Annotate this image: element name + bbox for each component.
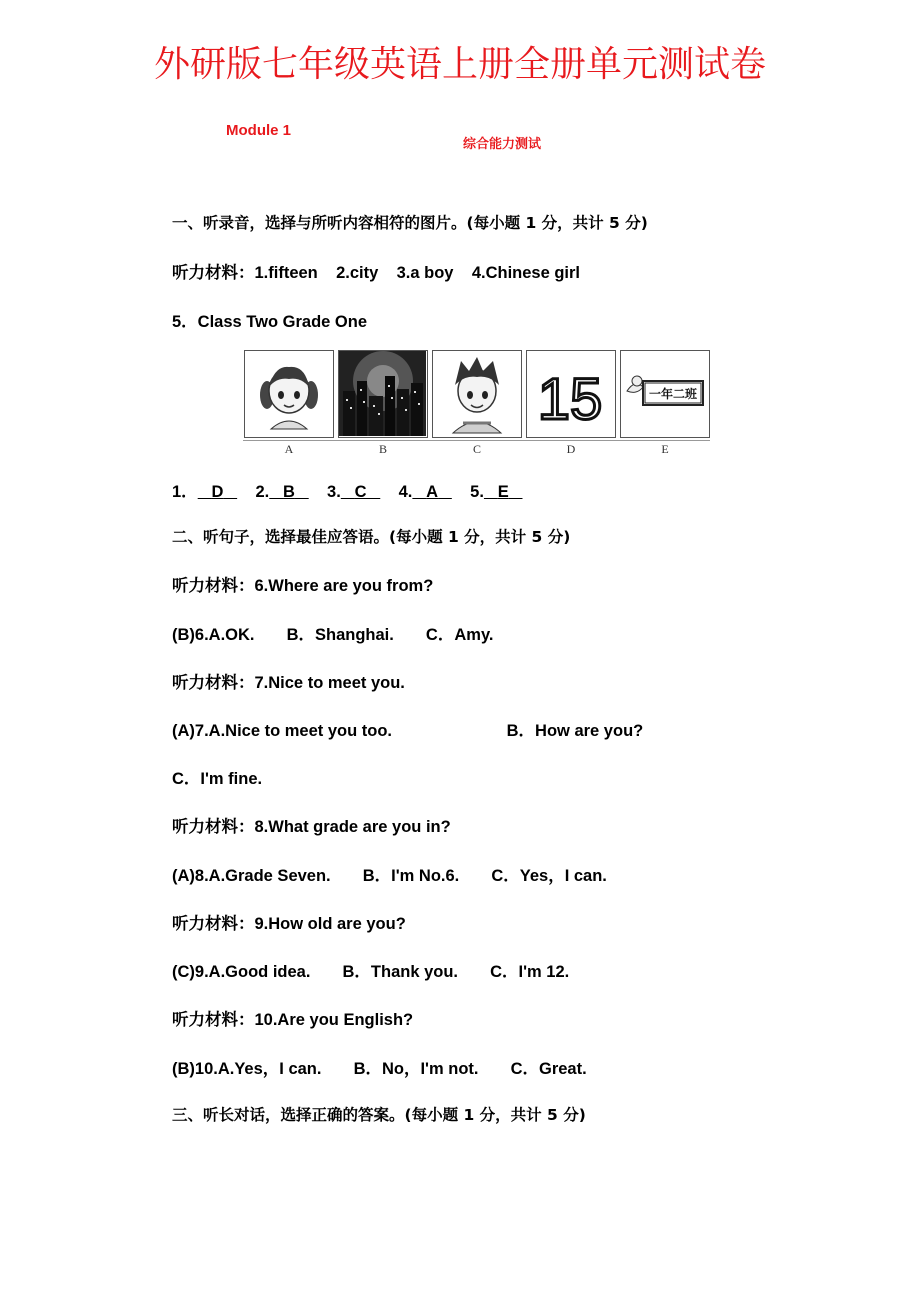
- section2-line-9: (C)9.A.Good idea. B．Thank you. C．I'm 12.: [172, 963, 570, 981]
- answer-4-blank: A: [426, 483, 439, 501]
- picture-d-number-text: 15: [537, 367, 603, 432]
- picture-baseline: [243, 440, 710, 441]
- answer-3-number: 3.: [327, 483, 341, 501]
- answer-3-blank: C: [354, 483, 367, 501]
- section2-line-3: 听力材料：7.Nice to meet you.: [172, 674, 405, 692]
- answer-4-number: 4.: [398, 483, 413, 501]
- picture-label-b: B: [378, 442, 387, 456]
- section2-heading: 二、听句子，选择最佳应答语。(每小题 1 分，共计 5 分): [172, 528, 571, 546]
- picture-e-class-sign: [620, 350, 710, 438]
- document-title: 外研版七年级英语上册全册单元测试卷: [153, 44, 766, 85]
- picture-b-city: [338, 350, 428, 438]
- section2-line-10: 听力材料：10.Are you English?: [172, 1011, 414, 1029]
- answer-5-blank: E: [497, 483, 509, 501]
- picture-options: [243, 350, 710, 456]
- picture-d-number: [526, 350, 616, 438]
- answer-5-number: 5.: [470, 483, 484, 501]
- section2-line-11: (B)10.A.Yes，I can. B．No，I'm not. C．Great.: [172, 1060, 587, 1078]
- section2-line-1: 听力材料：6.Where are you from?: [172, 577, 434, 595]
- section2-line-4: (A)7.A.Nice to meet you too. B．How are you?: [172, 722, 644, 740]
- section1-heading: 一、听录音，选择与所听内容相符的图片。(每小题 1 分，共计 5 分): [172, 214, 648, 232]
- section2-line-2: (B)6.A.OK. B．Shanghai. C．Amy.: [172, 626, 494, 644]
- picture-label-c: C: [472, 442, 481, 456]
- test-subtitle: 综合能力测试: [463, 137, 542, 152]
- picture-label-d: D: [566, 442, 576, 456]
- section2-line-6: 听力材料：8.What grade are you in?: [172, 818, 451, 836]
- section2-line-8: 听力材料：9.How old are you?: [172, 915, 406, 933]
- picture-a-girl: [244, 350, 334, 438]
- module-label: Module 1: [226, 122, 292, 139]
- section3-heading: 三、听长对话，选择正确的答案。(每小题 1 分，共计 5 分): [172, 1106, 586, 1124]
- picture-label-a: A: [284, 442, 294, 456]
- picture-e-sign-text: 一年二班: [648, 387, 698, 401]
- picture-label-e: E: [661, 442, 669, 456]
- answer-2-blank: B: [283, 483, 295, 501]
- section2-line-7: (A)8.A.Grade Seven. B．I'm No.6. C．Yes，I can.: [172, 867, 607, 885]
- section1-answers: [172, 478, 522, 502]
- picture-c-boy: [432, 350, 522, 438]
- section1-material-line2: 5．Class Two Grade One: [172, 313, 368, 331]
- answer-2-number: 2.: [255, 483, 270, 501]
- section1-material-line1: 听力材料：1.fifteen 2.city 3.a boy 4.Chinese girl: [172, 264, 581, 282]
- section2-line-5: C．I'm fine.: [172, 770, 263, 788]
- answer-1-number: 1．: [172, 483, 198, 501]
- answer-1-blank: D: [211, 483, 224, 501]
